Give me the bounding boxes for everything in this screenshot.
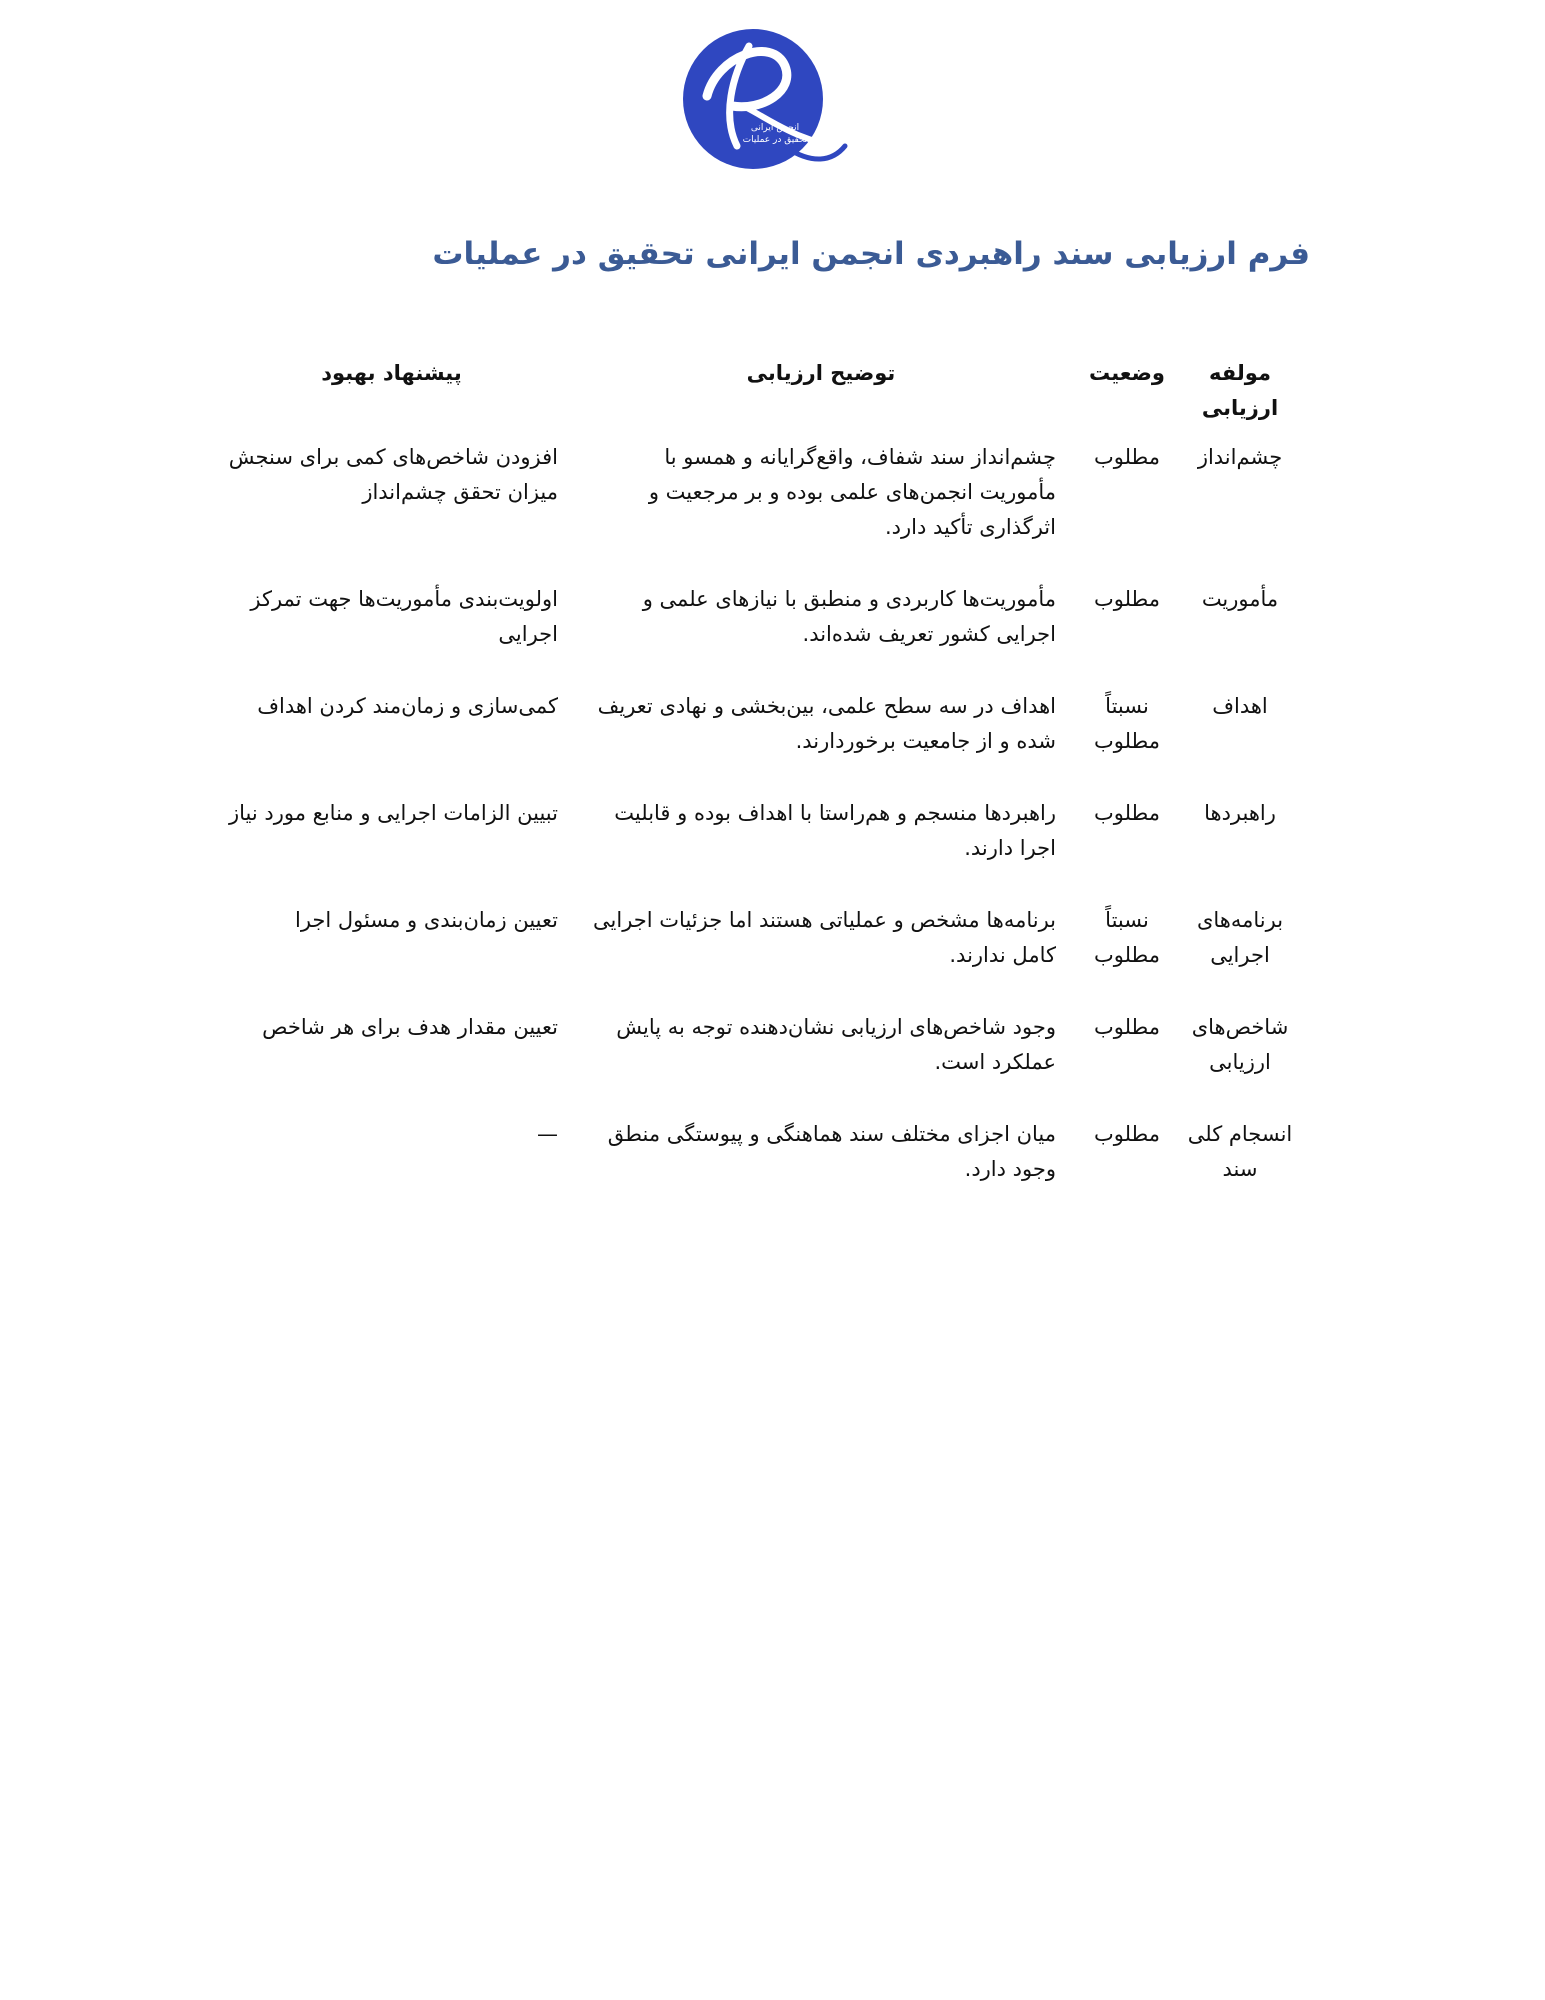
cell-description: مأموریت‌ها کاربردی و منطبق با نیازهای علمی و اجرایی کشور تعریف شده‌اند. [642, 587, 1056, 646]
table-row [225, 426, 1310, 568]
cell-status: مطلوب [1093, 1122, 1161, 1146]
table-row [225, 1103, 1310, 1210]
table-row [225, 675, 1310, 782]
cell-status: نسبتاً مطلوب [1093, 908, 1161, 967]
cell-status: مطلوب [1093, 1015, 1161, 1039]
cell-description: چشم‌انداز سند شفاف، واقع‌گرایانه و همسو با مأموریت انجمن‌های علمی بوده و بر مرجعیت و اثرگذاری تأکید دارد. [648, 445, 1056, 539]
page-title: فرم ارزیابی سند راهبردی انجمن ایرانی تحقیق در عملیات [432, 236, 1310, 272]
cell-component: برنامه‌های اجرایی [1196, 908, 1284, 967]
cell-suggestion: تعیین مقدار هدف برای هر شاخص [262, 1015, 558, 1039]
svg-text:تحقیق در عملیات: تحقیق در عملیات [742, 135, 808, 145]
cell-status: مطلوب [1093, 445, 1161, 469]
cell-description: وجود شاخص‌های ارزیابی نشان‌دهنده توجه به پایش عملکرد است. [616, 1015, 1056, 1074]
header-status: وضعیت [1088, 361, 1165, 385]
association-logo-icon [677, 26, 849, 174]
header-description: توضیح ارزیابی [746, 361, 896, 385]
header-component: مولفه ارزیابی [1201, 361, 1279, 420]
cell-component: اهداف [1212, 694, 1268, 718]
cell-suggestion: تعیین زمان‌بندی و مسئول اجرا [295, 908, 558, 932]
cell-component: چشم‌انداز [1197, 445, 1283, 469]
evaluation-table [225, 338, 1310, 1210]
cell-description: میان اجزای مختلف سند هماهنگی و پیوستگی منطق وجود دارد. [607, 1122, 1056, 1181]
table-header-row [225, 338, 1310, 426]
cell-suggestion: تبیین الزامات اجرایی و منابع مورد نیاز [228, 801, 558, 825]
cell-component: مأموریت [1201, 587, 1279, 611]
cell-description: برنامه‌ها مشخص و عملیاتی هستند اما جزئیات اجرایی کامل ندارند. [593, 908, 1056, 967]
cell-component: راهبردها [1204, 801, 1276, 825]
cell-status: مطلوب [1093, 801, 1161, 825]
cell-suggestion: اولویت‌بندی مأموریت‌ها جهت تمرکز اجرایی [250, 587, 558, 646]
cell-component: انسجام کلی سند [1187, 1122, 1293, 1181]
svg-text:انجمن ایرانی: انجمن ایرانی [750, 123, 800, 133]
table-row [225, 568, 1310, 675]
cell-description: راهبردها منسجم و هم‌راستا با اهداف بوده و قابلیت اجرا دارند. [614, 801, 1056, 860]
cell-status: مطلوب [1093, 587, 1161, 611]
cell-suggestion: افزودن شاخص‌های کمی برای سنجش میزان تحقق چشم‌انداز [228, 445, 558, 504]
table-row [225, 889, 1310, 996]
table-row [225, 782, 1310, 889]
association-logo [677, 26, 849, 174]
cell-component: شاخص‌های ارزیابی [1191, 1015, 1289, 1074]
cell-suggestion: — [537, 1122, 558, 1146]
cell-suggestion: کمی‌سازی و زمان‌مند کردن اهداف [257, 694, 558, 718]
header-suggestion: پیشنهاد بهبود [321, 361, 462, 385]
cell-status: نسبتاً مطلوب [1093, 694, 1161, 753]
cell-description: اهداف در سه سطح علمی، بین‌بخشی و نهادی تعریف شده و از جامعیت برخوردارند. [597, 694, 1056, 753]
table-row [225, 996, 1310, 1103]
